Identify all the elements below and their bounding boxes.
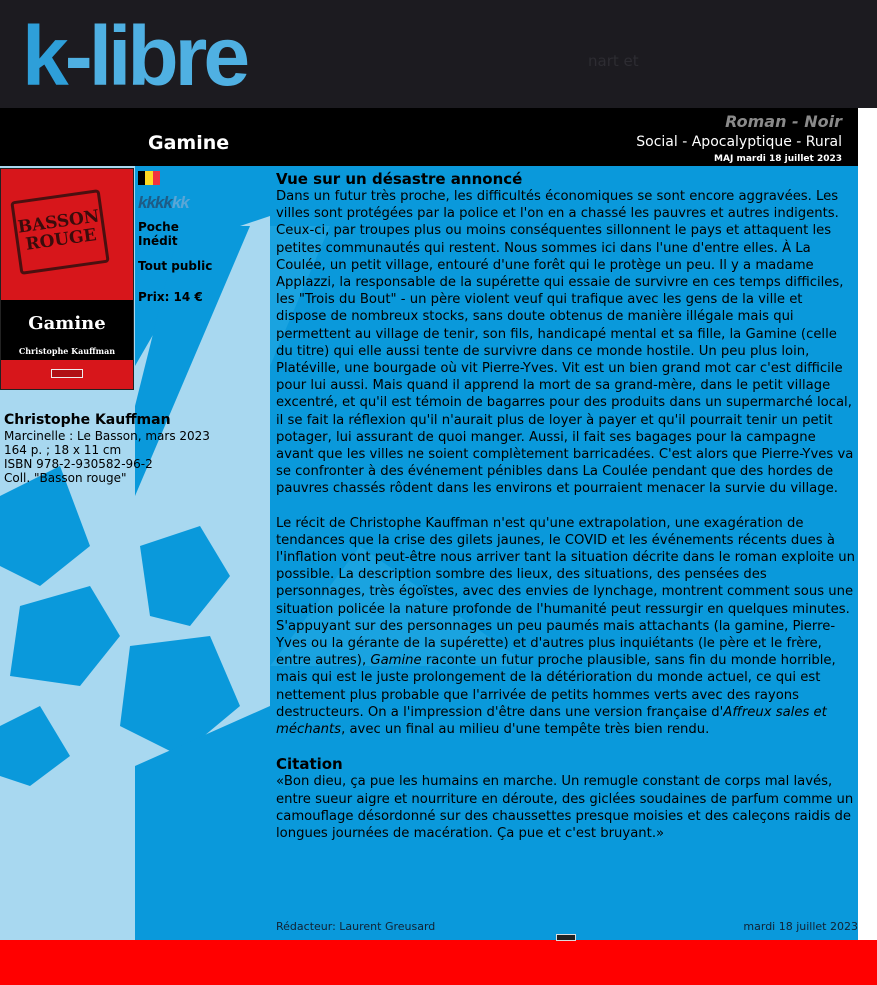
k-libre-logo[interactable]: k-libre	[22, 9, 247, 103]
update-date: MAJ mardi 18 juillet 2023	[714, 154, 842, 164]
belgian-flag-icon	[138, 171, 160, 185]
cover-title: Gamine	[28, 313, 106, 334]
header-faded-text: nart et	[588, 52, 639, 70]
review-date: mardi 18 juillet 2023	[743, 920, 858, 933]
flag-stripe-1	[138, 171, 145, 185]
article-paragraph-1: Dans un futur très proche, les difficultés économiques se sont encore aggravées. Les villes sont protégées par la police et l'on en a chassé les pauvres et autres indigents. Ceux-ci, par troupes plus ou moins conséquentes sillonnent le pays et attaquent les petites communautés qui restent. Nous sommes ici dans l'une d'entre elles. À La Coulée, un petit village, entouré d'une forêt qui le protège un peu. Il y a madame Applazzi, la responsable de la supérette qui essaie de survivre en ces temps difficiles, les "Trois du Bout" - un père violent veuf qui trafique avec les gens de la ville et dispose de nombreux stocks, sans doute obtenus de manière illégale mais qui permettent au village de tenir, son fils, handicapé mental et sa fille, la Gamine (celle du titre) qui elle aussi tente de survivre dans ce monde hostile. Un peu plus loin, Platéville, une bourgade où vit Pierre-Yves. Vit est un bien grand mot car c'est difficile pour lui aussi. Mais quand il apprend la mort de sa grand-mère, dans le petit village excentré, et qu'il est témoin de bagarres pour des produits dans un supermarché local, il se fait la réflexion qu'il n'aurait plus de loyer à payer et qu'il pourrait tenir un petit potager, lui assurant de quoi manger. Aussi, il fait ses bagages pour la campagne avant que les villes ne soient complètement barricadées. C'est alors que Pierre-Yves va se confronter à des événement pénibles dans La Coulée pendant que des hordes de pauvres chassés rôdent dans les environs et pourraient menacer la survie du village.	[276, 189, 854, 497]
flag-stripe-2	[145, 171, 152, 185]
article-heading: Vue sur un désastre annoncé	[276, 170, 523, 188]
publisher-line: Marcinelle : Le Basson, mars 2023	[4, 429, 210, 443]
flag-stripe-3	[153, 171, 160, 185]
citation-text: «Bon dieu, ça pue les humains en marche. Un remugle constant de corps mal lavés, entre sueur aigre et nourriture en déroute, des giclées soudaines de parfum comme un camouflage désordonné sur des chaussettes presque moisies et des caleçons raidis de longues journées de macération. Ça pue et c'est bruyant.»	[276, 774, 854, 841]
isbn-line: ISBN 978-2-930582-96-2	[4, 457, 153, 471]
book-title: Gamine	[148, 132, 230, 154]
right-gutter	[858, 108, 877, 940]
article-paragraph-2: Le récit de Christophe Kauffman n'est qu'une extrapolation, une exagération de tendances que la crise des gilets jaunes, le COVID et les événements récents dues à l'inflation vont peut-être nous arriver tant la situation décrite dans le roman exploite un possible. La description sombre des lieux, des situations, des pensées des personnages, très égoïstes, avec des envies de lynchage, montrent comment sous une situation policée la nature profonde de l'humanité peut ressurgir en quelques minutes. S'appuyant sur des personnages un peu paumés mais attachants (la gamine, Pierre-Yves ou la gérante de la supérette) et d'autres plus inquiétants (le père et le frère, entre autres), Gamine raconte un futur proche plausible, sans fin du monde horrible, mais qui est le juste prolongement de la détérioration du monde actuel, ce qui est nettement plus probable que l'arrivée de petits hommes verts avec des rayons destructeurs. On a l'impression d'être dans une version française d'Affreux sales et méchants, avec un final au milieu d'une tempête très bien rendu.	[276, 515, 855, 738]
citation-heading: Citation	[276, 755, 343, 774]
cover-author: Christophe Kauffman	[18, 346, 116, 356]
genre-label: Roman - Noir	[725, 112, 842, 131]
rating-icons: kkkkkk	[138, 193, 189, 212]
footer-small-icon[interactable]	[556, 934, 576, 941]
pages-line: 164 p. ; 18 x 11 cm	[4, 443, 122, 457]
publisher-logo	[51, 369, 83, 378]
theme-tags: Social - Apocalyptique - Rural	[636, 134, 842, 150]
red-footer-bar	[0, 940, 877, 985]
book-cover[interactable]	[0, 168, 134, 390]
paragraph-spacer	[276, 498, 856, 515]
collection-line: Coll. "Basson rouge"	[4, 471, 127, 485]
format-label: Poche	[138, 220, 179, 234]
author-name[interactable]: Christophe Kauffman	[4, 412, 171, 428]
article-body	[276, 170, 856, 842]
reviewer-credit[interactable]: Rédacteur: Laurent Greusard	[276, 920, 436, 933]
audience-label: Tout public	[138, 259, 213, 273]
site-header	[0, 0, 877, 108]
price-label: Prix: 14 €	[138, 290, 203, 304]
status-label: Inédit	[138, 234, 178, 248]
article-panel	[270, 166, 858, 940]
cover-stamp: BASSON ROUGE	[10, 189, 109, 275]
